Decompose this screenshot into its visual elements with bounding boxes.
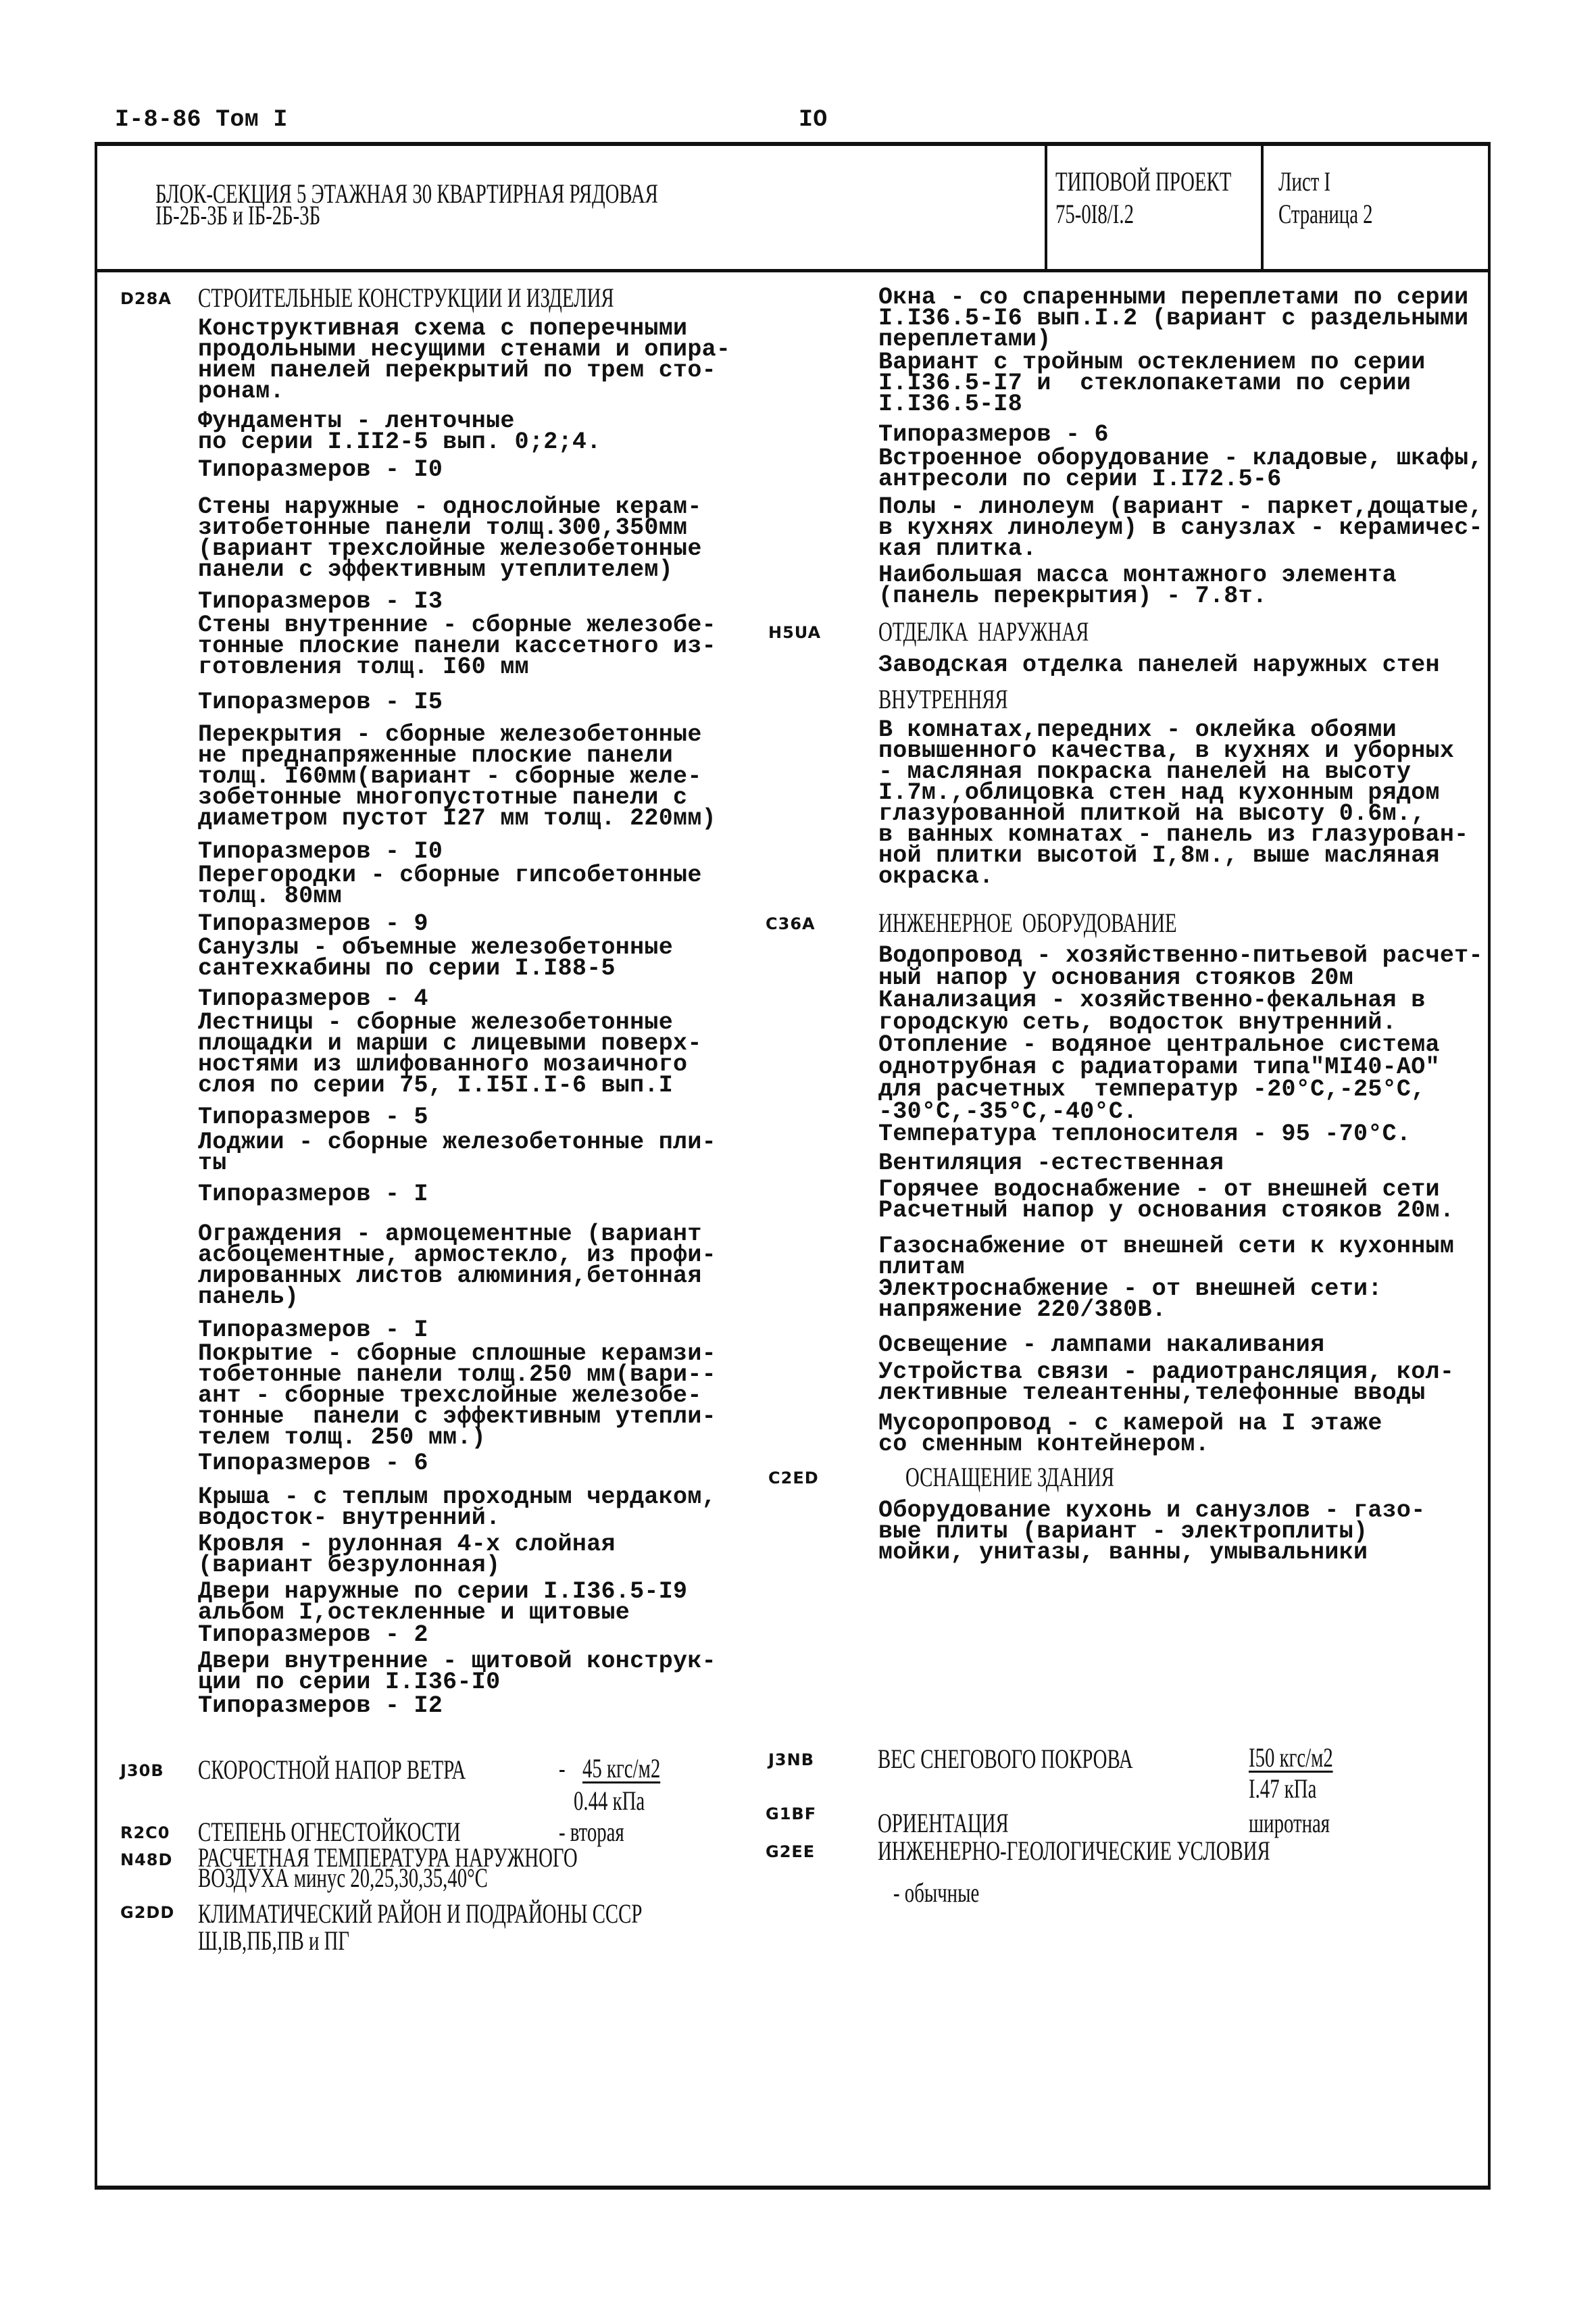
page-label: Страница 2 (1278, 199, 1373, 229)
type-count: Типоразмеров - 6 (878, 421, 1109, 448)
spec-paragraph: Окна - со спаренными переплетами по серии I.I36.5-I6 вып.I.2 (вариант с раздельными переплетами) (878, 284, 1469, 353)
spec-paragraph: В комнатах,передних - оклейка обоями повышенного качества, в кухнях и уборных - масляная покраска панелей на высоту I.7м.,облицовка стен над кухонным рядом глазурованной плиткой на высоту 0.6м., в ванных комнатах - панель из глазурован- ной плитки высотой I,8м., выше масляная окраска. (878, 716, 1469, 890)
orientation-value: широтная (1249, 1808, 1330, 1838)
type-count: Типоразмеров - I2 (198, 1692, 443, 1719)
param-code: G2DD (120, 1903, 175, 1922)
spec-paragraph: Двери наружные по серии I.I36.5-I9 альбом I,остекленные и щитовые (198, 1578, 688, 1626)
type-count: Типоразмеров - 5 (198, 1104, 428, 1131)
spec-paragraph: Двери внутренние - щитовой конструк- ции по серии I.I36-I0 (198, 1648, 716, 1696)
type-count: Типоразмеров - 6 (198, 1450, 428, 1477)
type-count: Типоразмеров - I (198, 1316, 428, 1344)
section-code: D28A (120, 289, 172, 308)
spec-paragraph: Полы - линолеум (вариант - паркет,дощатые, в кухнях линолеум) в санузлах - керамичес- кая плитка. (878, 493, 1483, 562)
title-line-2: IБ-2Б-3Б и IБ-2Б-3Б (155, 200, 321, 230)
section-code: C36A (766, 914, 816, 933)
spec-paragraph: Оборудование кухонь и санузлов - газо- вые плиты (вариант - электроплиты) мойки, унитазы, ванны, умывальники (878, 1497, 1426, 1566)
type-count: Типоразмеров - I3 (198, 588, 443, 615)
geology-label: ИНЖЕНЕРНО-ГЕОЛОГИЧЕСКИЕ УСЛОВИЯ (878, 1836, 1270, 1866)
climate-region-label: КЛИМАТИЧЕСКИЙ РАЙОН И ПОДРАЙОНЫ СССР Ш,IВ,ПБ,ПВ и ПГ (198, 1898, 643, 1956)
page-number: IO (799, 106, 828, 133)
param-code: J3NB (768, 1750, 815, 1769)
wind-pressure-value: 45 кгс/м2 (582, 1753, 661, 1783)
title-block-divider-v2 (1261, 142, 1264, 270)
param-code: J30B (120, 1761, 164, 1780)
spec-paragraph: Стены внутренние - сборные железобе- тонные плоские панели кассетного из- готовления толщ. I60 мм (198, 612, 716, 681)
title-block-divider-v1 (1045, 142, 1047, 270)
fire-resistance-label: СТЕПЕНЬ ОГНЕСТОЙКОСТИ (198, 1817, 461, 1847)
type-count: Типоразмеров - I0 (198, 838, 443, 865)
section-heading-structures: СТРОИТЕЛЬНЫЕ КОНСТРУКЦИИ И ИЗДЕЛИЯ (198, 282, 614, 313)
subheading-interior-finish: ВНУТРЕННЯЯ (878, 684, 1008, 714)
type-count: Типоразмеров - 2 (198, 1621, 428, 1648)
design-temperature-label: РАСЧЕТНАЯ ТЕМПЕРАТУРА НАРУЖНОГО ВОЗДУХА минус 20,25,30,35,40°С (198, 1842, 578, 1893)
wind-pressure-dash: - (559, 1753, 566, 1783)
spec-paragraph: Электроснабжение - от внешней сети: напряжение 220/380В. (878, 1275, 1382, 1323)
type-count: Типоразмеров - 4 (198, 985, 428, 1012)
wind-pressure-label: СКОРОСТНОЙ НАПОР ВЕТРА (198, 1754, 466, 1785)
geology-value: - обычные (893, 1877, 980, 1908)
section-heading-exterior-finish: ОТДЕЛКА НАРУЖНАЯ (878, 616, 1089, 647)
spec-paragraph: Стены наружные - однослойные керам- зитобетонные панели толщ.300,350мм (вариант трехслойные железобетонные панели с эффективным утеплителем) (198, 493, 702, 583)
param-code: G1BF (766, 1804, 817, 1823)
spec-paragraph: Горячее водоснабжение - от внешней сети Расчетный напор у основания стояков 20м. (878, 1176, 1455, 1224)
spec-paragraph: Освещение - лампами накаливания (878, 1331, 1325, 1358)
spec-paragraph: Вентиляция -естественная (878, 1150, 1224, 1177)
title-block-divider (95, 269, 1491, 272)
spec-paragraph: Крыша - с теплым проходным чердаком, водосток- внутренний. (198, 1483, 716, 1531)
project-label: ТИПОВОЙ ПРОЕКТ (1055, 166, 1232, 197)
spec-paragraph: Санузлы - объемные железобетонные сантехкабины по серии I.I88-5 (198, 934, 674, 982)
spec-paragraph: Лоджии - сборные железобетонные пли- ты (198, 1129, 716, 1177)
type-count: Типоразмеров - I5 (198, 689, 443, 716)
type-count: Типоразмеров - 9 (198, 910, 428, 937)
sheet-number: Лист I (1278, 166, 1331, 197)
snow-load-value: I50 кгс/м2 (1249, 1742, 1333, 1773)
spec-paragraph: Конструктивная схема с поперечными продольными несущими стенами и опира- нием панелей перекрытий по трем сто- ронам. (198, 315, 731, 405)
spec-paragraph: Водопровод - хозяйственно-питьевой расчет- ный напор у основания стояков 20м Канализация - хозяйственно-фекальная в городскую сеть, водосток внутренний. Отопление - водяное центральное система однотрубная с радиаторами типа"МI40-АО" для расчетных температур -20°С,-25°С, -30°С,-35°С,-40°С. Температура теплоносителя - 95 -70°С. (878, 942, 1483, 1148)
spec-paragraph: Встроенное оборудование - кладовые, шкафы, антресоли по серии I.I72.5-6 (878, 445, 1483, 493)
snow-load-value-si: I.47 кПа (1249, 1773, 1317, 1804)
spec-paragraph: Лестницы - сборные железобетонные площадки и марши с лицевыми поверх- ностями из шлифованного мозаичного слоя по серии 75, I.I5I.I-6 вып.I (198, 1009, 702, 1099)
spec-paragraph: Перекрытия - сборные железобетонные не преднапряженные плоские панели толщ. I60мм(вариант - сборные желе- зобетонные многопустотные панели с диаметром пустот I27 мм толщ. 220мм) (198, 721, 716, 832)
spec-paragraph: Кровля - рулонная 4-х слойная (вариант безрулонная) (198, 1531, 616, 1579)
fire-resistance-value: - вторая (559, 1817, 624, 1847)
param-code: R2C0 (120, 1823, 170, 1842)
spec-paragraph: Покрытие - сборные сплошные керамзи- тобетонные панели толщ.250 мм(вари-- ант - сборные трехслойные железобе- тонные панели с эффективным утепли- телем толщ. 250 мм.) (198, 1340, 716, 1451)
spec-paragraph: Устройства связи - радиотрансляция, кол- лективные телеантенны,телефонные вводы (878, 1358, 1455, 1406)
param-code: N48D (120, 1850, 173, 1869)
section-code: H5UA (768, 623, 822, 642)
spec-paragraph: Вариант с тройным остеклением по серии I.I36.5-I7 и стеклопакетами по серии I.I36.5-I8 (878, 349, 1426, 418)
spec-paragraph: Фундаменты - ленточные по серии I.II2-5 вып. 0;2;4. (198, 408, 601, 456)
snow-load-label: ВЕС СНЕГОВОГО ПОКРОВА (878, 1744, 1133, 1774)
spec-paragraph: Ограждения - армоцементные (вариант асбоцементные, армостекло, из профи- лированных листов алюминия,бетонная панель) (198, 1221, 716, 1310)
project-number: 75-0I8/I.2 (1055, 199, 1134, 229)
wind-pressure-value-si: 0.44 кПа (574, 1786, 645, 1816)
spec-paragraph: Перегородки - сборные гипсобетонные толщ. 80мм (198, 862, 702, 910)
type-count: Типоразмеров - I (198, 1181, 428, 1208)
param-code: G2EE (766, 1842, 816, 1861)
section-heading-engineering: ИНЖЕНЕРНОЕ ОБОРУДОВАНИЕ (878, 908, 1177, 938)
title-line-1: БЛОК-СЕКЦИЯ 5 ЭТАЖНАЯ 30 КВАРТИРНАЯ РЯДОВАЯ (155, 178, 658, 209)
spec-paragraph: Заводская отделка панелей наружных стен (878, 651, 1440, 679)
section-heading-building-equipment: ОСНАЩЕНИЕ ЗДАНИЯ (905, 1462, 1114, 1492)
type-count: Типоразмеров - I0 (198, 456, 443, 483)
spec-paragraph: Газоснабжение от внешней сети к кухонным плитам (878, 1233, 1455, 1281)
document-reference: I-8-86 Том I (115, 106, 288, 133)
section-code: C2ED (768, 1469, 819, 1487)
orientation-label: ОРИЕНТАЦИЯ (878, 1808, 1009, 1838)
spec-paragraph: Мусоропровод - с камерой на I этаже со сменным контейнером. (878, 1410, 1382, 1458)
spec-paragraph: Наибольшая масса монтажного элемента (панель перекрытия) - 7.8т. (878, 562, 1397, 610)
